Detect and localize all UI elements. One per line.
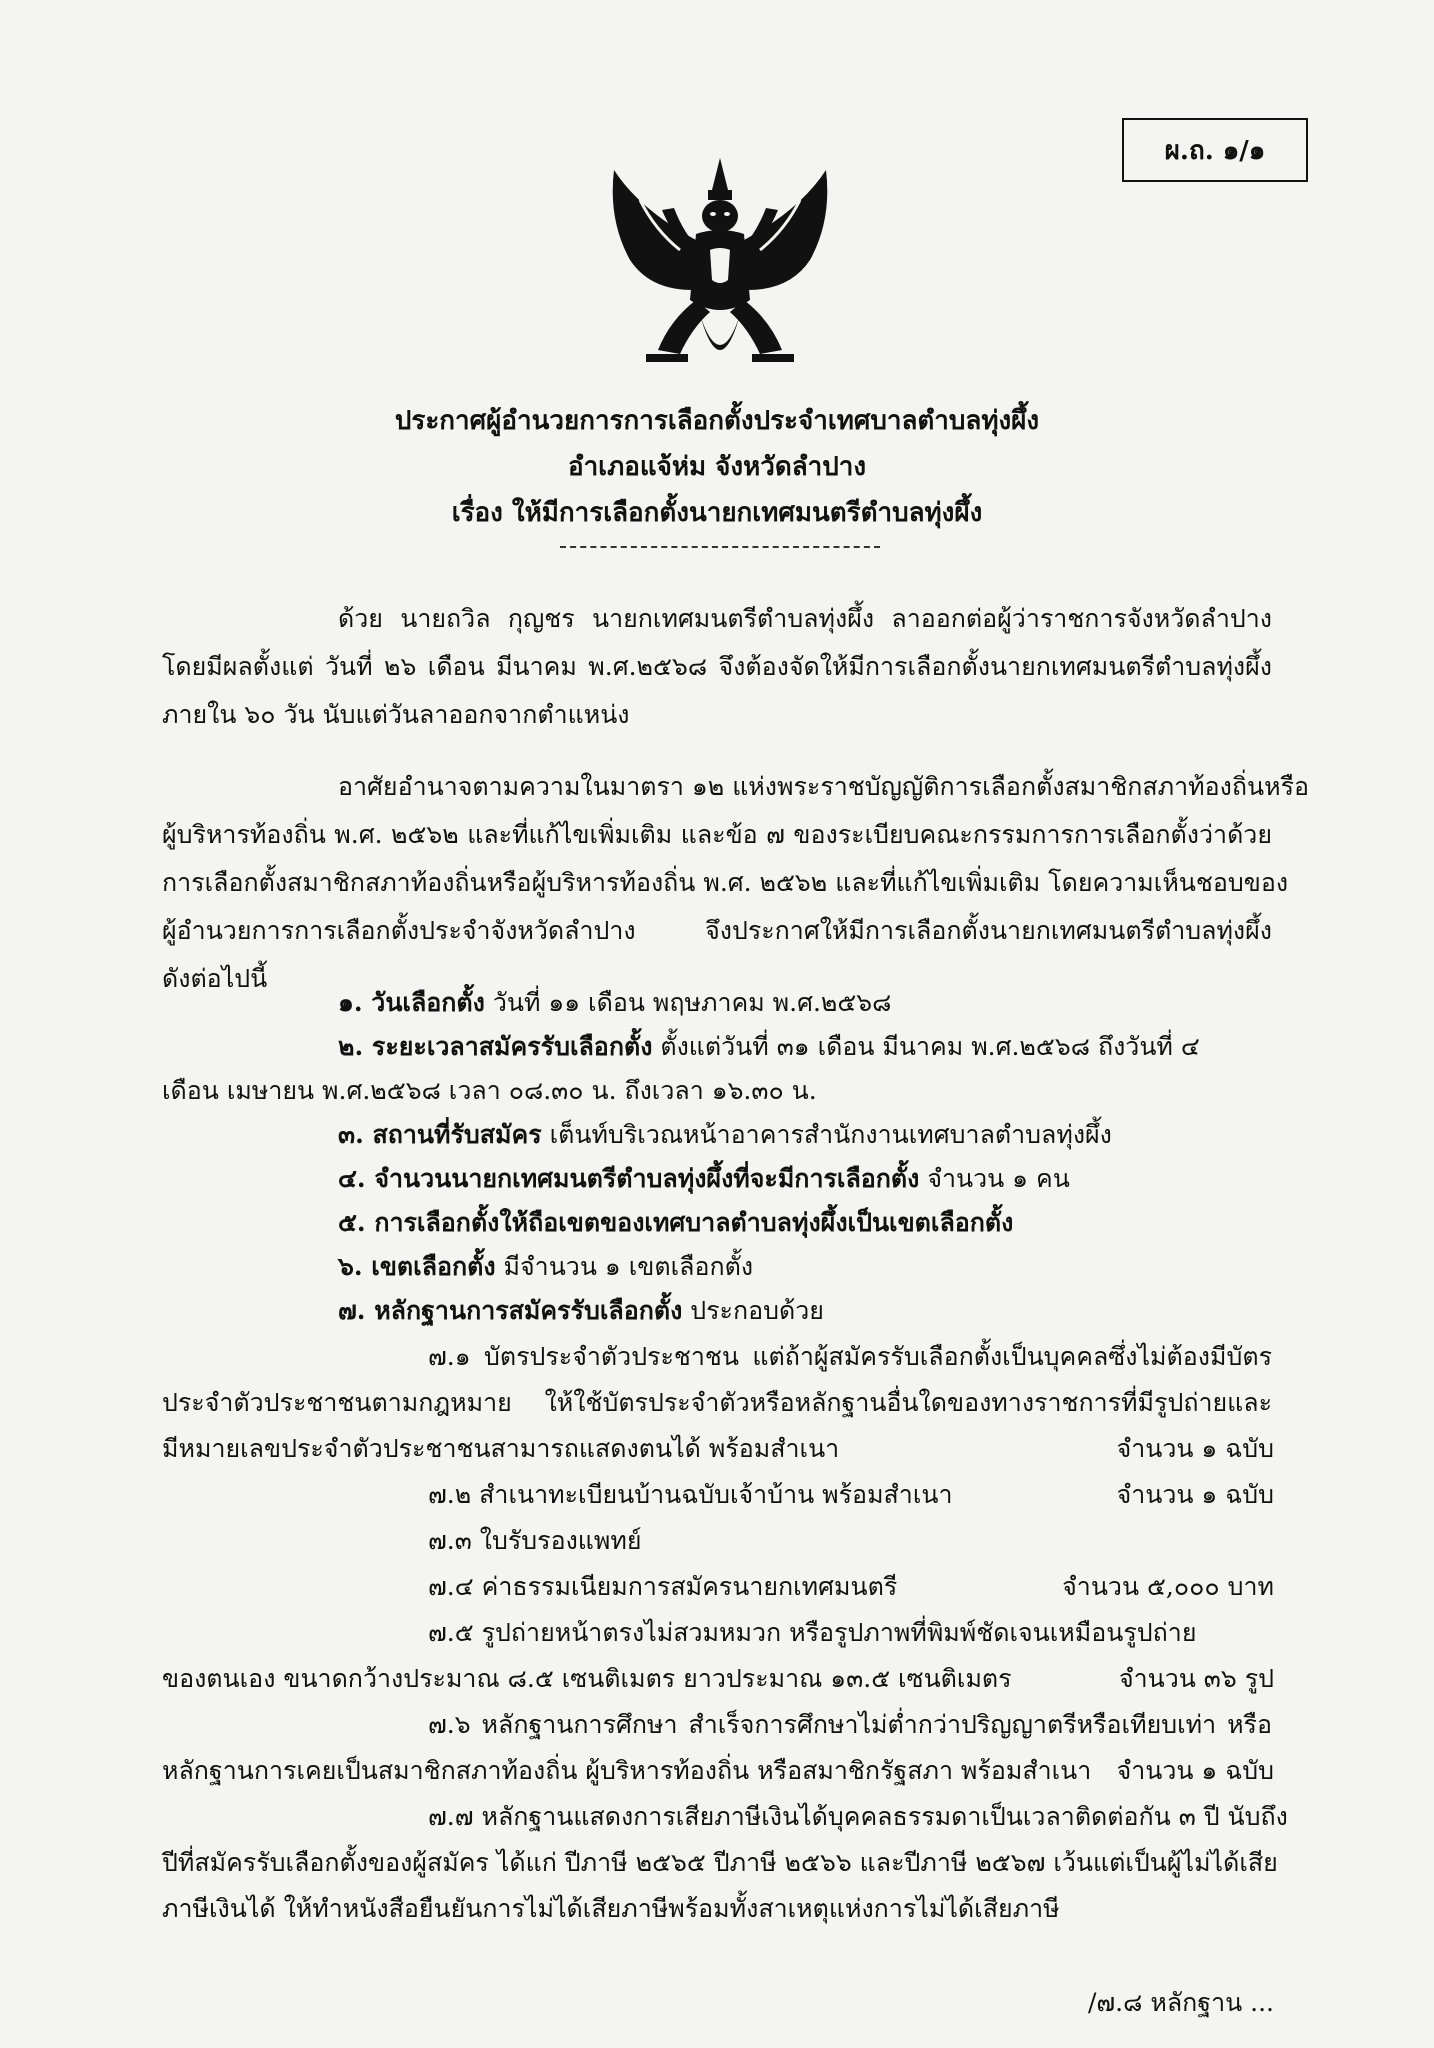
sub-7-6-quantity: จำนวน ๑ ฉบับ xyxy=(1116,1756,1274,1785)
sub-7-7-line-2: ปีที่สมัครรับเลือกตั้งของผู้สมัคร ได้แก่ ปีภาษี ๒๕๖๕ ปีภาษี ๒๕๖๖ และปีภาษี ๒๕๖๗ เว้นแต่เป็นผู้ไม่ได้เสีย xyxy=(162,1848,1278,1877)
item-6-text: มีจำนวน ๑ เขตเลือกตั้ง xyxy=(495,1252,754,1281)
para1-line-1: ด้วย นายถวิล กุญชร นายกเทศมนตรีตำบลทุ่งผึ้ง ลาออกต่อผู้ว่าราชการจังหวัดลำปาง xyxy=(338,604,1272,633)
item-7-text: ประกอบด้วย xyxy=(682,1296,824,1325)
sub-7-3: ๗.๓ ใบรับรองแพทย์ xyxy=(428,1526,642,1555)
sub-7-4-quantity: จำนวน ๕,๐๐๐ บาท xyxy=(1062,1572,1274,1601)
header-divider xyxy=(560,546,880,548)
item-1 xyxy=(338,986,891,1020)
garuda-emblem-icon xyxy=(600,150,840,380)
sub-7-1-line-2: ประจำตัวประชาชนตามกฎหมาย ให้ใช้บัตรประจำตัวหรือหลักฐานอื่นใดของทางราชการที่มีรูปถ่ายและ xyxy=(162,1388,1272,1417)
para2-line-2: ผู้บริหารท้องถิ่น พ.ศ. ๒๕๖๒ และที่แก้ไขเพิ่มเติม และข้อ ๗ ของระเบียบคณะกรรมการการเลือกตั้งว่าด้วย xyxy=(162,820,1272,849)
sub-7-1-quantity: จำนวน ๑ ฉบับ xyxy=(1116,1434,1274,1463)
sub-7-7-line-3: ภาษีเงินได้ ให้ทำหนังสือยืนยันการไม่ได้เสียภาษีพร้อมทั้งสาเหตุแห่งการไม่ได้เสียภาษี xyxy=(162,1894,1060,1923)
para1-line-3: ภายใน ๖๐ วัน นับแต่วันลาออกจากตำแหน่ง xyxy=(162,700,630,729)
sub-7-5-line-1: ๗.๕ รูปถ่ายหน้าตรงไม่สวมหมวก หรือรูปภาพที่พิมพ์ชัดเจนเหมือนรูปถ่าย xyxy=(428,1618,1197,1647)
sub-7-6-line-1: ๗.๖ หลักฐานการศึกษา สำเร็จการศึกษาไม่ต่ำกว่าปริญญาตรีหรือเทียบเท่า หรือ xyxy=(428,1710,1272,1739)
para2-line-5: ดังต่อไปนี้ xyxy=(162,964,268,993)
item-2-continued: เดือน เมษายน พ.ศ.๒๕๖๘ เวลา ๐๘.๓๐ น. ถึงเวลา ๑๖.๓๐ น. xyxy=(162,1076,817,1105)
form-code: ผ.ถ. ๑/๑ xyxy=(1164,135,1266,166)
para2-line-3: การเลือกตั้งสมาชิกสภาท้องถิ่นหรือผู้บริหารท้องถิ่น พ.ศ. ๒๕๖๒ และที่แก้ไขเพิ่มเติม โดยความเห็นชอบของ xyxy=(162,868,1289,897)
sub-7-6-line-2: หลักฐานการเคยเป็นสมาชิกสภาท้องถิ่น ผู้บริหารท้องถิ่น หรือสมาชิกรัฐสภา พร้อมสำเนา xyxy=(162,1756,1092,1785)
item-7 xyxy=(338,1294,824,1328)
item-2-text: ตั้งแต่วันที่ ๓๑ เดือน มีนาคม พ.ศ.๒๕๖๘ ถึงวันที่ ๔ xyxy=(652,1032,1200,1061)
item-1-label: ๑. วันเลือกตั้ง xyxy=(338,988,485,1017)
item-3-label: ๓. สถานที่รับสมัคร xyxy=(338,1120,542,1149)
announcement-subject: เรื่อง ให้มีการเลือกตั้งนายกเทศมนตรีตำบลทุ่งผึ้ง xyxy=(451,498,983,528)
announcement-location: อำเภอแจ้ห่ม จังหวัดลำปาง xyxy=(567,452,867,482)
item-3-text: เต็นท์บริเวณหน้าอาคารสำนักงานเทศบาลตำบลทุ่งผึ้ง xyxy=(541,1120,1112,1149)
item-4 xyxy=(338,1162,1070,1196)
sub-7-1-line-1: ๗.๑ บัตรประจำตัวประชาชน แต่ถ้าผู้สมัครรับเลือกตั้งเป็นบุคคลซึ่งไม่ต้องมีบัตร xyxy=(428,1342,1272,1371)
continuation-note: /๗.๘ หลักฐาน ... xyxy=(1087,1988,1274,2017)
item-3 xyxy=(338,1118,1112,1152)
sub-7-5-quantity: จำนวน ๓๖ รูป xyxy=(1118,1664,1274,1693)
item-1-text: วันที่ ๑๑ เดือน พฤษภาคม พ.ศ.๒๕๖๘ xyxy=(484,988,892,1017)
item-4-label: ๔. จำนวนนายกเทศมนตรีตำบลทุ่งผึ้งที่จะมีการเลือกตั้ง xyxy=(338,1164,920,1193)
item-6-label: ๖. เขตเลือกตั้ง xyxy=(338,1252,496,1281)
para2-line-4: ผู้อำนวยการการเลือกตั้งประจำจังหวัดลำปาง จึงประกาศให้มีการเลือกตั้งนายกเทศมนตรีตำบลทุ่งผึ้ง xyxy=(162,916,1272,945)
item-2-label: ๒. ระยะเวลาสมัครรับเลือกตั้ง xyxy=(338,1032,653,1061)
sub-7-4: ๗.๔ ค่าธรรมเนียมการสมัครนายกเทศมนตรี xyxy=(428,1572,898,1601)
item-6 xyxy=(338,1250,753,1284)
sub-7-7-line-1: ๗.๗ หลักฐานแสดงการเสียภาษีเงินได้บุคคลธรรมดาเป็นเวลาติดต่อกัน ๓ ปี นับถึง xyxy=(428,1802,1288,1831)
form-code-box xyxy=(1122,118,1308,182)
sub-7-2-quantity: จำนวน ๑ ฉบับ xyxy=(1116,1480,1274,1509)
item-2 xyxy=(338,1030,1272,1064)
sub-7-2: ๗.๒ สำเนาทะเบียนบ้านฉบับเจ้าบ้าน พร้อมสำเนา xyxy=(428,1480,953,1509)
item-7-label: ๗. หลักฐานการสมัครรับเลือกตั้ง xyxy=(338,1296,683,1325)
item-4-text: จำนวน ๑ คน xyxy=(919,1164,1070,1193)
para2-line-1: อาศัยอำนาจตามความในมาตรา ๑๒ แห่งพระราชบัญญัติการเลือกตั้งสมาชิกสภาท้องถิ่นหรือ xyxy=(338,772,1310,801)
sub-7-1-line-3: มีหมายเลขประจำตัวประชาชนสามารถแสดงตนได้ พร้อมสำเนา xyxy=(162,1434,840,1463)
sub-7-5-line-2: ของตนเอง ขนาดกว้างประมาณ ๘.๕ เซนติเมตร ยาวประมาณ ๑๓.๕ เซนติเมตร xyxy=(162,1664,1012,1693)
announcement-title: ประกาศผู้อำนวยการการเลือกตั้งประจำเทศบาลตำบลทุ่งผึ้ง xyxy=(394,406,1040,436)
para1-line-2: โดยมีผลตั้งแต่ วันที่ ๒๖ เดือน มีนาคม พ.ศ.๒๕๖๘ จึงต้องจัดให้มีการเลือกตั้งนายกเทศมนตรีตำบลทุ่งผึ้ง xyxy=(162,652,1272,681)
item-5: ๕. การเลือกตั้งให้ถือเขตของเทศบาลตำบลทุ่งผึ้งเป็นเขตเลือกตั้ง xyxy=(338,1208,1014,1237)
